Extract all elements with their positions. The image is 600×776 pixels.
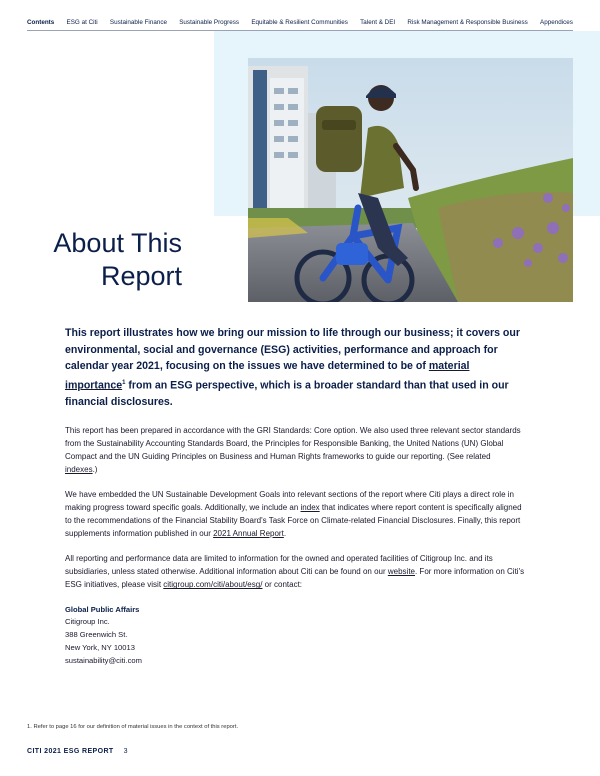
top-navigation [27,14,573,30]
footnote: 1. Refer to page 16 for our definition of material issues in the context of this report. [27,724,239,730]
intro-text-1: This report illustrates how we bring our mission to life through our business; it covers our environmental, social and governance (ESG) activities, performance and approach for calendar year 2021, focusing on the issues we have determined to be of [65,327,520,373]
page-footer [27,748,128,755]
nav-talent-dei[interactable]: Talent & DEI [360,18,396,26]
sdg-text-2: that indicates where report content is specifically aligned to the recommendations of the Financial Stability Board's Task Force on Climate-related Financial Disclosures. Finally, this report supplements information published in our [65,502,522,539]
contact-street: 388 Greenwich St. [65,630,128,640]
page-number: 3 [123,748,128,755]
esg-url-link[interactable]: citigroup.com/citi/about/esg/ [163,580,263,590]
title-line-1: About This [53,228,182,258]
sdg-text-end: . [283,529,287,539]
contact-email[interactable]: sustainability@citi.com [65,655,142,665]
contact-city: New York, NY 10013 [65,642,135,652]
nav-sustainable-progress[interactable]: Sustainable Progress [179,18,240,26]
nav-risk-management[interactable]: Risk Management & Responsible Business [407,18,528,26]
contact-block [65,604,525,668]
scope-text-1: All reporting and performance data are limited to information for the owned and operated facilities of Citigroup Inc. and its subsidiaries, unless stated otherwise. Additional information about Citi can be found on our [65,554,493,577]
sdg-paragraph [65,488,525,540]
nav-appendices[interactable]: Appendices [540,18,573,26]
nav-esg-at-citi[interactable]: ESG at Citi [66,18,98,26]
reporting-scope-paragraph [65,552,525,591]
intro-paragraph [65,325,525,411]
nav-contents[interactable]: Contents [27,18,55,26]
report-label: CITI 2021 ESG REPORT [27,748,114,755]
page-title [0,227,182,293]
material-importance-link[interactable]: material importance [65,360,470,392]
scope-text-2: . For more information on Citi's ESG initiatives, please visit [65,567,525,590]
gri-standards-paragraph [65,424,525,476]
contact-company: Citigroup Inc. [65,617,110,627]
footnote-marker: 1 [122,379,126,386]
indexes-link[interactable]: indexes [65,464,93,474]
gri-text: This report has been prepared in accordance with the GRI Standards: Core option. We also used three relevant sector standards from the Sustainability Accounting Standards Board, the Principles for Responsible Banking, the United Nations (UN) Global Compact and the UN Guiding Principles on Business and Human Rights frameworks to guide our reporting. (See related [65,425,521,461]
website-link[interactable]: website [387,567,415,577]
sdg-text-1: We have embedded the UN Sustainable Development Goals into relevant sections of the report where Citi plays a direct role in making progress toward specific goals. Additionally, we include an [65,489,514,512]
contact-org: Global Public Affairs [65,604,140,614]
nav-equitable-communities[interactable]: Equitable & Resilient Communities [251,18,348,26]
intro-text-2: from an ESG perspective, which is a broader standard than that used in our financial disclosures. [65,379,509,408]
scope-text-end: or contact: [262,580,303,590]
index-link[interactable]: index [300,502,320,512]
annual-report-link[interactable]: 2021 Annual Report [213,529,284,539]
nav-sustainable-finance[interactable]: Sustainable Finance [109,18,167,26]
title-line-2: Report [100,261,182,291]
main-content [65,325,525,668]
gri-text-end: .) [92,464,98,474]
cyclist-photo [248,58,573,302]
